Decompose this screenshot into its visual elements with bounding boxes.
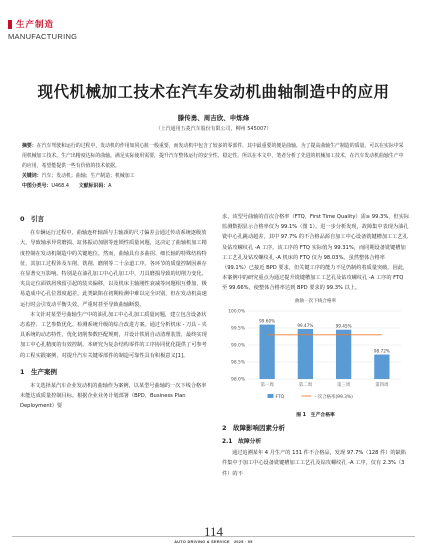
page-number: 114	[203, 524, 224, 539]
bar	[259, 324, 274, 378]
x-tick-label: 第二周	[298, 382, 312, 388]
category-marker	[8, 20, 12, 29]
right-column	[222, 212, 409, 479]
keywords-label: 关键词：	[22, 173, 42, 179]
section-2-1-heading: 2.1 故障分析	[222, 439, 262, 446]
category-en: MANUFACTURING	[8, 32, 78, 41]
abstract-label: 摘要：	[22, 143, 37, 149]
section-0-paragraph-2: 本文针对某型号曲轴生产中的油孔加工中心孔加工质量问题，建立包含设备状态监控、工艺参数优化、检测系统升级的综合改进方案。通过分析机床 - 刀具 - 夹具系统的动态特性，优化切削参数匹配规则，并设计铁屑自动清理装置，最终实现加工中心孔精度的有效控制。本研究为复杂结构零件的工序协同优化提供了可参考的工程实践案例，对提升汽车关键零部件的制造可靠性具有积极意义[1]。	[20, 311, 207, 359]
bar-value-label: 99.47%	[297, 322, 314, 328]
article-authors: 滕传勇、周吉欣、申炼烽	[177, 114, 250, 122]
ftq-bar-chart	[222, 305, 409, 405]
bar	[298, 329, 313, 379]
keywords-line	[22, 171, 404, 181]
bar-value-label: 99.60%	[259, 318, 276, 324]
article-title: 现代机械加工技术在汽车发动机曲轴制造中的应用	[37, 83, 390, 101]
section-2-1-paragraph-1: 通过追溯某年 4 月生产的 131 件不合格品，发现 97.7%（128 件）的缺陷件集中于加工中心设备铣键槽加工工艺孔及钻攻螺纹孔 -A 工序，仅有 2.3%（3 件）的不	[222, 450, 406, 477]
bar-value-label: 98.72%	[373, 348, 390, 354]
article-affiliation: （上汽通用五菱汽车股份有限公司，柳州 545007）	[155, 126, 272, 132]
classification-line	[22, 181, 404, 191]
section-1-paragraph-1: 本文选择某汽车企业发动机的曲轴作为案例，以某型号曲轴的一次下线合格率未能达成质量控制目标。根据企业业务计划部署（BPD，Business Plan Deployment）要	[20, 383, 207, 410]
x-tick-label: 第一周	[260, 382, 274, 388]
y-tick-label: 98.0%	[231, 377, 245, 383]
right-paragraph-1: 求，该型号曲轴的首次合格率（FTQ，First Time Quality）需≥ 99.3%，但实际监测数据显示合格率仅为 99.1%（图 1）。进一步分析发现，故障集中表现为油孔铣中心孔跳动超差，其中 97.7% 的不合格品源自加工中心设备铣键槽加工工艺孔及钻攻螺纹孔 -A 工序。该工序的 FTQ 实际值为 99.31%，而同期设备铣键槽加工工艺孔及钻攻螺纹孔 -A 机床的 FTQ 仅为 98.03%。虽然整体合格率（99.1%）已接近 BPD 要求，但关键工序的能力不足仍制约着质量突破。因此，本案例中的研究重点为通过提升铣键槽加工工艺孔及钻攻螺纹孔 -A 工序的 FTQ 至 99.66%，使整体合格率达到 BPD 要求的 99.3% 以上。	[222, 214, 410, 292]
y-tick-label: 100.0%	[228, 309, 245, 315]
footer-divider	[12, 536, 415, 537]
abstract-paragraph	[22, 141, 404, 171]
y-tick-label: 98.5%	[231, 360, 245, 366]
legend-bar-swatch	[268, 394, 274, 398]
section-0-heading: 0 引言	[20, 215, 45, 223]
category-row	[8, 18, 128, 30]
y-tick-label: 99.0%	[231, 343, 245, 349]
keywords-text: 汽车；发动机；曲轴；生产制造；机械加工	[41, 173, 135, 179]
clc-value: U468.4	[51, 183, 69, 189]
section-1-heading: 1 生产案例	[20, 367, 58, 376]
left-column	[20, 212, 207, 412]
x-tick-label: 第四周	[375, 382, 389, 388]
y-tick-label: 99.5%	[231, 326, 245, 332]
abstract-text: 在汽车驾驶和运行的过程中，发动机的作用如同心脏一般重要，而发动机中包含了较多的零部件，其中最重要的便是曲轴。为了提高曲轴生产制造的质量，可以在实际中采用机械加工技术。生产出精度达标的曲轴。满足实际使用需要，提升汽车整体运行的安全性、稳定性。所以在本文中，笔者分析了先进的机械加工技术，在汽车发动机曲轴生产中的应用，希望能提供一些有价值的技术依据。	[22, 143, 404, 169]
section-header	[8, 18, 128, 41]
doc-value: A	[108, 183, 112, 189]
journal-footer: AUTO DRIVING & SERVICE 2025 · 05	[174, 540, 253, 544]
bar-value-label: 99.45%	[335, 323, 352, 329]
category-cn: 生产制造	[16, 20, 55, 30]
section-0-paragraph-1: 在车辆运行过程中，曲轴连杆轴颈与主轴颈的尺寸偏差会通过传动系统逐级放大，导致轴承异常磨损、缸体振动加剧等连锁性质量问题，这决定了曲轴机加工精度控制在发动机制造中的关键地位。然而，曲轴具有多曲拐、细长轴的特殊结构特征，其加工过程涉及车削、铣削、磨削等二十余道工序。各环节的质量控制因素存在显著交互影响。特别是在油孔加工中心孔加工中，刀具磨损导致的切削力变化、夹具定位面铁屑残留引起的装夹偏移，以及机床主轴刚性衰减等问题相互叠加，极易造成中心孔位置度超差。此类缺陷在初期检测中难以完全识别，但在发动机高速运行时会引发动平衡失效，严重时甚至导致曲轴断裂。	[20, 230, 207, 308]
clc-label: 中图分类号：	[22, 183, 52, 189]
doc-label: 文献标识码：	[78, 183, 109, 189]
legend-bar-label: FTQ	[275, 394, 285, 400]
bar	[336, 329, 351, 378]
chart-container	[222, 298, 409, 409]
bar	[374, 354, 389, 378]
abstract-block	[22, 141, 404, 191]
x-tick-label: 第三周	[337, 382, 351, 388]
figure-caption: 图 1 生产合格率	[296, 412, 335, 418]
chart-title: 曲轴一次下线合格率	[294, 298, 337, 304]
section-2-heading: 2 故障影响因素分析	[222, 423, 286, 432]
legend-line-label: 一次合格率(99.3%)	[313, 394, 353, 400]
